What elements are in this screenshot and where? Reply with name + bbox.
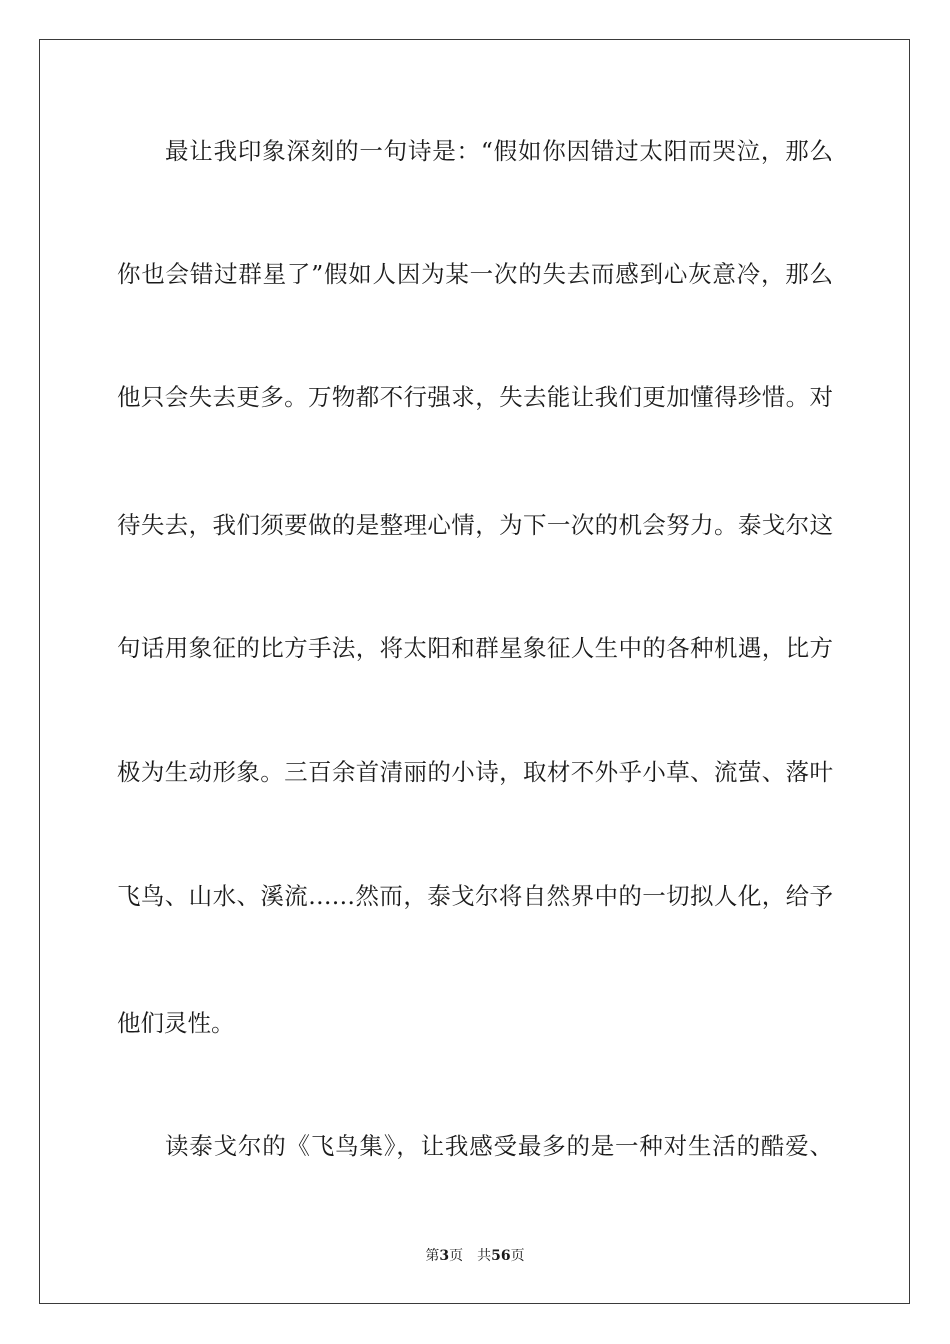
page-footer	[0, 1247, 950, 1265]
paragraph-line: 句话用象征的比方手法，将太阳和群星象征人生中的各种机遇，比方	[117, 634, 833, 662]
page-suffix: 页	[449, 1248, 464, 1264]
paragraph-line: 你也会错过群星了”假如人因为某一次的失去而感到心灰意冷，那么	[117, 260, 833, 288]
paragraph-line: 最让我印象深刻的一句诗是：“假如你因错过太阳而哭泣，那么	[165, 137, 833, 165]
total-pages: 56	[491, 1248, 511, 1264]
paragraph-line: 他只会失去更多。万物都不行强求，失去能让我们更加懂得珍惜。对	[117, 383, 833, 411]
page-border	[39, 39, 910, 1304]
total-prefix: 共	[477, 1248, 492, 1264]
page-prefix: 第	[425, 1248, 440, 1264]
paragraph-line: 待失去，我们须要做的是整理心情，为下一次的机会努力。泰戈尔这	[117, 511, 833, 539]
paragraph-line: 他们灵性。	[117, 1009, 235, 1037]
paragraph-line: 读泰戈尔的《飞鸟集》，让我感受最多的是一种对生活的酷爱、	[165, 1132, 833, 1160]
page-number: 3	[439, 1248, 450, 1264]
total-suffix: 页	[510, 1248, 525, 1264]
paragraph-line: 极为生动形象。三百余首清丽的小诗，取材不外乎小草、流萤、落叶	[117, 758, 833, 786]
paragraph-line: 飞鸟、山水、溪流……然而，泰戈尔将自然界中的一切拟人化，给予	[117, 882, 833, 910]
